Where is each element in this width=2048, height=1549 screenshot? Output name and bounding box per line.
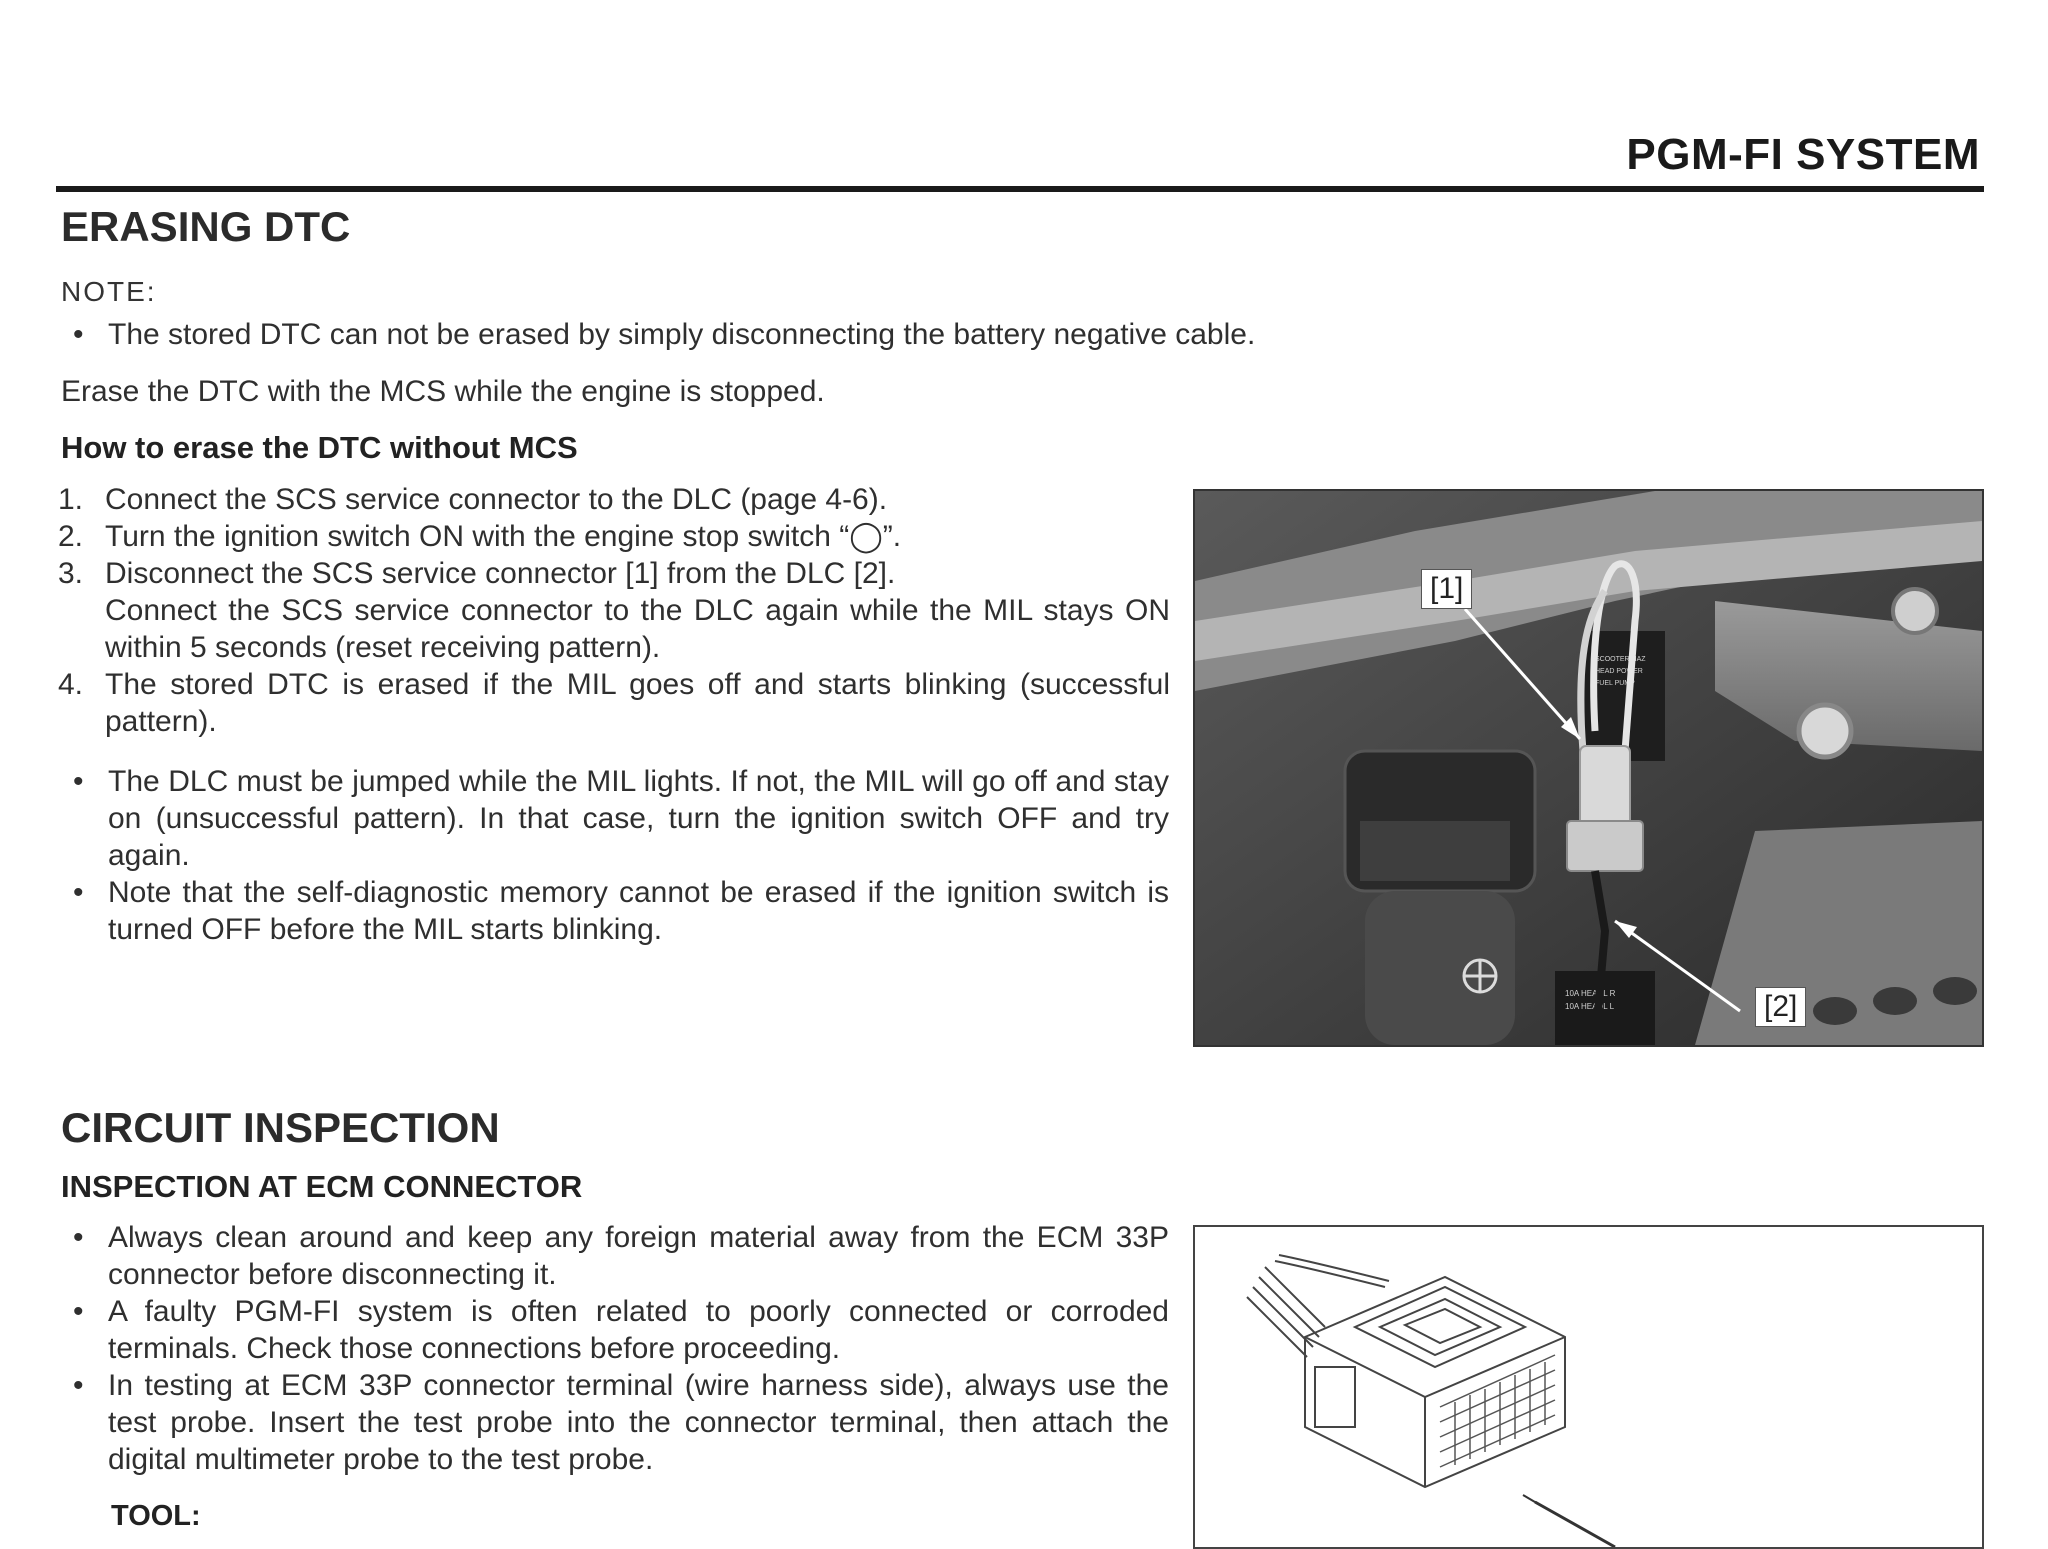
erase-bullet-text: Note that the self-diagnostic memory cannot be erased if the ignition switch is turned OFF before the MIL starts blinking. (108, 876, 1169, 946)
bullet-mark: • (73, 876, 84, 909)
fuse-label: 10A HEADL R (1565, 989, 1616, 998)
erase-bullet-text: The DLC must be jumped while the MIL lights. If not, the MIL will go off and stay on (unsuccessful pattern). In that case, turn the ignition switch OFF and try again. (108, 765, 1169, 872)
step-item (58, 518, 1170, 555)
bullet-mark: • (73, 765, 84, 798)
step-text: The stored DTC is erased if the MIL goes off and starts blinking (successful pattern). (105, 668, 1170, 738)
bullet-mark: • (73, 1221, 84, 1254)
erase-bullets (61, 763, 1169, 948)
erase-subheading: How to erase the DTC without MCS (61, 430, 578, 465)
circuit-bullet-text: A faulty PGM-FI system is often related to poorly connected or corroded terminals. Check those connections before proceeding. (108, 1295, 1169, 1365)
circuit-bullet-text: In testing at ECM 33P connector terminal (wire harness side), always use the test probe. Insert the test probe into the connector terminal, then attach the digital multimeter probe to the test probe. (108, 1369, 1169, 1476)
note-bullet-text: The stored DTC can not be erased by simply disconnecting the battery negative cable. (108, 318, 1256, 351)
erase-intro: Erase the DTC with the MCS while the engine is stopped. (61, 375, 825, 408)
erase-bullet (61, 763, 1169, 874)
note-label: NOTE: (61, 276, 157, 307)
erasing-dtc-heading: ERASING DTC (61, 203, 351, 250)
dlc-photo-illustration (1195, 491, 1982, 1045)
section-title: PGM-FI SYSTEM (1626, 130, 1980, 179)
circuit-inspection-heading: CIRCUIT INSPECTION (61, 1104, 500, 1151)
fuse-label: 10A HEADL L (1565, 1002, 1615, 1011)
relay-label: HEAD POWER (1595, 668, 1643, 675)
step-text: Turn the ignition switch ON with the engine stop switch “◯”. (105, 520, 902, 553)
tool-label: TOOL: (111, 1500, 201, 1532)
bullet-mark: • (73, 1295, 84, 1328)
step-continuation: Connect the SCS service connector to the DLC again while the MIL stays ON within 5 seconds (reset receiving pattern). (105, 594, 1170, 664)
circuit-bullet-text: Always clean around and keep any foreign material away from the ECM 33P connector before disconnecting it. (108, 1221, 1169, 1291)
relay-label: FUEL PUMP (1595, 680, 1635, 687)
circuit-bullet (61, 1293, 1169, 1367)
bullet-mark: • (73, 318, 84, 351)
header-rule (56, 186, 1984, 192)
step-number: 2. (58, 520, 84, 553)
circuit-bullets (61, 1219, 1169, 1478)
step-number: 4. (58, 668, 84, 701)
callout-label-1: [1] (1421, 569, 1472, 609)
bullet-mark: • (73, 1369, 84, 1402)
note-bullet (61, 316, 1421, 353)
note-bullets (61, 316, 1421, 353)
ecm-connector-illustration (1195, 1227, 1982, 1547)
relay-label: SCOOTER HAZ (1595, 656, 1646, 663)
callout-label-2: [2] (1755, 987, 1806, 1027)
step-text: Disconnect the SCS service connector [1] from the DLC [2]. (105, 557, 896, 590)
ecm-connector-subheading: INSPECTION AT ECM CONNECTOR (61, 1169, 583, 1204)
step-text: Connect the SCS service connector to the DLC (page 4-6). (105, 483, 888, 516)
ecm-connector-drawing (1193, 1225, 1984, 1549)
step-item (58, 481, 1170, 518)
step-number: 3. (58, 557, 84, 590)
step-number: 1. (58, 483, 84, 516)
dlc-connector-photo (1193, 489, 1984, 1047)
step-item (58, 555, 1170, 666)
circuit-bullet (61, 1367, 1169, 1478)
erase-steps (58, 481, 1170, 740)
erase-bullet (61, 874, 1169, 948)
circuit-bullet (61, 1219, 1169, 1293)
step-item (58, 666, 1170, 740)
